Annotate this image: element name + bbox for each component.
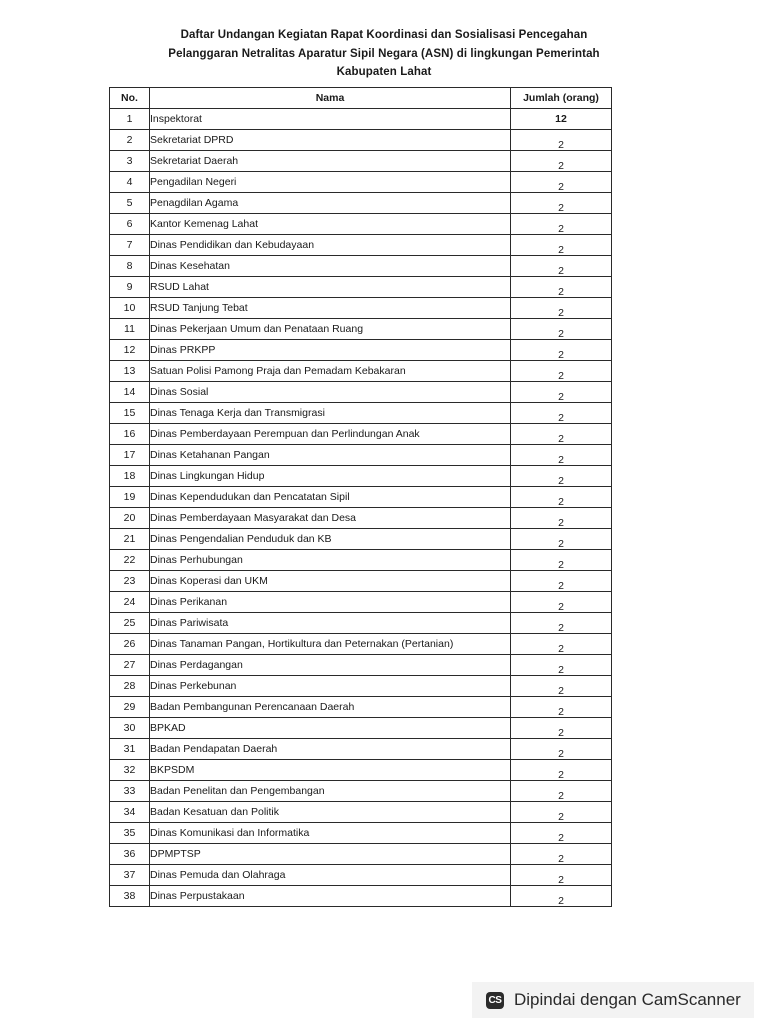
row-name: Dinas Perkebunan: [150, 676, 511, 697]
row-name: Badan Pendapatan Daerah: [150, 739, 511, 760]
row-name: Dinas Pemberdayaan Perempuan dan Perlindungan Anak: [150, 424, 511, 445]
table-row: [110, 256, 612, 277]
row-name: Dinas Komunikasi dan Informatika: [150, 823, 511, 844]
row-name: Dinas Pekerjaan Umum dan Penataan Ruang: [150, 319, 511, 340]
row-count: 2: [511, 844, 612, 865]
row-count: 2: [511, 529, 612, 550]
table-row: [110, 382, 612, 403]
row-number: 1: [110, 109, 150, 130]
row-name: Dinas Lingkungan Hidup: [150, 466, 511, 487]
row-name: Dinas Sosial: [150, 382, 511, 403]
table-row: [110, 823, 612, 844]
row-count: 2: [511, 634, 612, 655]
row-count: 2: [511, 613, 612, 634]
table-row: [110, 529, 612, 550]
title-line-1: Daftar Undangan Kegiatan Rapat Koordinasi dan Sosialisasi Pencegahan: [180, 29, 588, 41]
row-number: 31: [110, 739, 150, 760]
table-row: [110, 151, 612, 172]
row-number: 7: [110, 235, 150, 256]
row-name: Dinas Kependudukan dan Pencatatan Sipil: [150, 487, 511, 508]
row-number: 36: [110, 844, 150, 865]
table-row: [110, 886, 612, 907]
row-count: 2: [511, 466, 612, 487]
row-name: Dinas Perhubungan: [150, 550, 511, 571]
table-row: [110, 340, 612, 361]
table-row: [110, 445, 612, 466]
row-name: Dinas Kesehatan: [150, 256, 511, 277]
row-name: RSUD Tanjung Tebat: [150, 298, 511, 319]
table-row: [110, 781, 612, 802]
row-name: BPKAD: [150, 718, 511, 739]
row-name: Badan Penelitan dan Pengembangan: [150, 781, 511, 802]
table-row: [110, 487, 612, 508]
row-name: Dinas Perikanan: [150, 592, 511, 613]
table-row: [110, 109, 612, 130]
table-row: [110, 718, 612, 739]
table-row: [110, 655, 612, 676]
table-row: [110, 298, 612, 319]
row-name: Dinas Perpustakaan: [150, 886, 511, 907]
row-count: 2: [511, 424, 612, 445]
table-row: [110, 634, 612, 655]
table-row: [110, 802, 612, 823]
table-row: [110, 361, 612, 382]
row-number: 9: [110, 277, 150, 298]
row-count: 2: [511, 739, 612, 760]
row-name: Dinas Ketahanan Pangan: [150, 445, 511, 466]
row-count: 2: [511, 508, 612, 529]
table-row: [110, 508, 612, 529]
row-name: Dinas Pariwisata: [150, 613, 511, 634]
row-name: Dinas Tanaman Pangan, Hortikultura dan Peternakan (Pertanian): [150, 634, 511, 655]
row-number: 18: [110, 466, 150, 487]
row-number: 35: [110, 823, 150, 844]
row-number: 34: [110, 802, 150, 823]
table-row: [110, 697, 612, 718]
row-number: 22: [110, 550, 150, 571]
table-row: [110, 550, 612, 571]
row-count: 2: [511, 382, 612, 403]
row-count: 2: [511, 823, 612, 844]
row-count: 2: [511, 655, 612, 676]
table-row: [110, 172, 612, 193]
row-name: Dinas Tenaga Kerja dan Transmigrasi: [150, 403, 511, 424]
row-number: 25: [110, 613, 150, 634]
row-name: Badan Kesatuan dan Politik: [150, 802, 511, 823]
table-body: [110, 109, 612, 907]
row-number: 26: [110, 634, 150, 655]
header-nama: Nama: [150, 88, 511, 109]
row-count: 2: [511, 676, 612, 697]
table-row: [110, 403, 612, 424]
row-count: 2: [511, 571, 612, 592]
row-number: 38: [110, 886, 150, 907]
row-number: 33: [110, 781, 150, 802]
row-name: Dinas Perdagangan: [150, 655, 511, 676]
table-row: [110, 571, 612, 592]
row-count: 2: [511, 361, 612, 382]
table-row: [110, 193, 612, 214]
row-count: 2: [511, 865, 612, 886]
row-count: 2: [511, 487, 612, 508]
title-line-3: Kabupaten Lahat: [336, 66, 432, 78]
table-row: [110, 844, 612, 865]
row-number: 3: [110, 151, 150, 172]
table-row: [110, 739, 612, 760]
row-number: 29: [110, 697, 150, 718]
table-row: [110, 760, 612, 781]
row-name: Dinas Pendidikan dan Kebudayaan: [150, 235, 511, 256]
row-name: Dinas Pemberdayaan Masyarakat dan Desa: [150, 508, 511, 529]
row-name: Sekretariat DPRD: [150, 130, 511, 151]
row-name: Dinas Pengendalian Penduduk dan KB: [150, 529, 511, 550]
table-row: [110, 424, 612, 445]
row-number: 20: [110, 508, 150, 529]
row-number: 37: [110, 865, 150, 886]
camscanner-watermark: [472, 982, 754, 1018]
row-number: 2: [110, 130, 150, 151]
row-number: 24: [110, 592, 150, 613]
row-count: 2: [511, 235, 612, 256]
row-count: 2: [511, 592, 612, 613]
row-name: BKPSDM: [150, 760, 511, 781]
row-name: Penagdilan Agama: [150, 193, 511, 214]
row-name: Badan Pembangunan Perencanaan Daerah: [150, 697, 511, 718]
row-count: 2: [511, 172, 612, 193]
row-count: 2: [511, 298, 612, 319]
row-number: 12: [110, 340, 150, 361]
table-row: [110, 676, 612, 697]
table-row: [110, 235, 612, 256]
row-count: 2: [511, 781, 612, 802]
table-row: [110, 592, 612, 613]
row-count: 12: [511, 109, 612, 130]
row-number: 4: [110, 172, 150, 193]
row-number: 8: [110, 256, 150, 277]
row-name: Pengadilan Negeri: [150, 172, 511, 193]
row-name: Dinas Pemuda dan Olahraga: [150, 865, 511, 886]
row-count: 2: [511, 277, 612, 298]
table-row: [110, 214, 612, 235]
table-header-row: [110, 88, 612, 109]
row-count: 2: [511, 403, 612, 424]
table-row: [110, 466, 612, 487]
row-name: Kantor Kemenag Lahat: [150, 214, 511, 235]
row-number: 11: [110, 319, 150, 340]
row-number: 21: [110, 529, 150, 550]
title-line-2: Pelanggaran Netralitas Aparatur Sipil Negara (ASN) di lingkungan Pemerintah: [168, 47, 600, 60]
row-count: 2: [511, 760, 612, 781]
row-number: 32: [110, 760, 150, 781]
row-name: Satuan Polisi Pamong Praja dan Pemadam Kebakaran: [150, 361, 511, 382]
row-number: 23: [110, 571, 150, 592]
table-row: [110, 277, 612, 298]
row-count: 2: [511, 319, 612, 340]
table-row: [110, 865, 612, 886]
row-name: Dinas Koperasi dan UKM: [150, 571, 511, 592]
table-row: [110, 613, 612, 634]
row-number: 10: [110, 298, 150, 319]
row-number: 13: [110, 361, 150, 382]
row-count: 2: [511, 151, 612, 172]
row-number: 19: [110, 487, 150, 508]
row-name: Inspektorat: [150, 109, 511, 130]
row-number: 28: [110, 676, 150, 697]
table-row: [110, 130, 612, 151]
row-count: 2: [511, 130, 612, 151]
row-count: 2: [511, 718, 612, 739]
row-number: 27: [110, 655, 150, 676]
row-name: Sekretariat Daerah: [150, 151, 511, 172]
row-count: 2: [511, 193, 612, 214]
header-jumlah: Jumlah (orang): [511, 88, 612, 109]
row-count: 2: [511, 550, 612, 571]
row-count: 2: [511, 802, 612, 823]
row-name: Dinas PRKPP: [150, 340, 511, 361]
row-number: 30: [110, 718, 150, 739]
row-count: 2: [511, 697, 612, 718]
invitation-table: [109, 87, 612, 907]
row-number: 6: [110, 214, 150, 235]
row-number: 5: [110, 193, 150, 214]
camscanner-logo-icon: CS: [486, 992, 504, 1009]
row-number: 15: [110, 403, 150, 424]
row-name: RSUD Lahat: [150, 277, 511, 298]
row-count: 2: [511, 214, 612, 235]
table-row: [110, 319, 612, 340]
row-number: 14: [110, 382, 150, 403]
watermark-text: Dipindai dengan CamScanner: [514, 990, 741, 1009]
row-count: 2: [511, 445, 612, 466]
row-count: 2: [511, 340, 612, 361]
row-name: DPMPTSP: [150, 844, 511, 865]
row-count: 2: [511, 256, 612, 277]
row-number: 16: [110, 424, 150, 445]
header-no: No.: [110, 88, 150, 109]
row-count: 2: [511, 886, 612, 907]
document-title: [100, 26, 668, 82]
row-number: 17: [110, 445, 150, 466]
